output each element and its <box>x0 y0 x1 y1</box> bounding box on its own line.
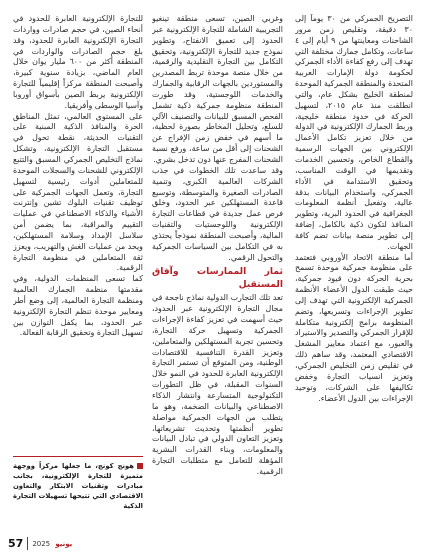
issue-month: يونيو <box>55 539 73 548</box>
column-body <box>13 14 143 450</box>
paragraph: التصريح الجمركي من ٣٠ يوماً إلى ٣٠ دقيقة، وتقليص زمن مرور الشاحنات ومعاينتها من ٩ أيام إلى ٤ ساعات، وتكامل جمارك مختلفة التي تهدف إلى رفع كفاءة الأداء الجمركي لحكومة دولة الإمارات العربية المتحدة والمنطقة الجمركية الموحدة لمنطقة الخليج بشكل عام، والتي انطلقت منذ عام ٢٠١٥، لتسهيل الحركة في حدود منطقة خليجية، وربط الجمارك الإلكترونية في الدولة من خلال تعزيز تكامل الأعمال الإلكتروني بين الجهات الرسمية والقطاع الخاص، وتحسين الخدمات وتقديمها في الوقت المناسب، وتحقيق الاستدامة في الأداء الجمركي، واستخدام البيانات بدقة عالية، وتفعيل أنظمة المعلومات الجغرافية في الحدود البرية، وتطوير المنافذ لتكون ذكية بالكامل، إضافة إلى تطوير منصة بيانات تضم كافة الجهات. <box>295 14 413 251</box>
side-note-text: هونج كونج، ما جعلها مركزاً ووجهة متميزة للتجارة الإلكترونية، بجانب مبادرات وتقنيات الابتكار والتعاون الاقتصادي التي تتيحها تسهيلات التجارة الذكية <box>13 462 143 510</box>
paragraph: أما منطقة الاتحاد الأوروبي فتعتمد على منظومة جمركية موحدة تسمح بحرية الحركة دون قيود جمركية، حيث طبقت الدول الأعضاء الأنظمة الجمركية الإلكترونية التي تهدف إلى تطوير الإجراءات وتسريعها، وتضم المنظومة برامج إلكترونية متكاملة للإقرار الجمركي والتصدير والاستيراد والعبور، مع اعتماد معايير المشغل الاقتصادي المعتمد، وقد ساهم ذلك في تقليص زمن التخليص الجمركي، وتعزيز انسياب التجارة وخفض تكاليفها على الشركات، وتوحيد الإجراءات بين الدول الأعضاء. <box>295 252 413 403</box>
footer-divider <box>27 537 28 550</box>
paragraph: على المستوى العالمي، تمثل المناطق الحرة والمنافذ الذكية المبنية على التقنيات الحديثة، نقطة تحول في مستقبل التجارة الإلكترونية، وتشكل نماذج التخليص الجمركي المسبق والتتبع الإلكتروني للشحنات والسجلات الموحدة للمتعاملين أدوات رئيسية لتسهيل التجارة، وتعمل الجهات الجمركية على توظيف تقنيات البلوك تشين وإنترنت الأشياء والذكاء الاصطناعي في عمليات التقييم والمراقبة، بما يضمن أمن سلاسل الإمداد وسلامة المستهلكين، ويحد من عمليات الغش والتهريب، ويعزز ثقة المتعاملين في منظومة التجارة الرقمية. <box>13 111 143 273</box>
bullet-square-icon <box>137 463 143 469</box>
side-note <box>13 461 143 511</box>
paragraph: كما تسعى المنظمات الدولية، وفي مقدمتها منظمة الجمارك العالمية ومنظمة التجارة العالمية، إلى وضع أطر ومعايير موحدة تنظم التجارة الإلكترونية عبر الحدود، بما يكفل التوازن بين تسهيل التجارة وتحقيق الرقابة الفعالة. <box>13 274 143 338</box>
issue-date <box>32 540 72 548</box>
note-divider <box>13 456 143 457</box>
article-column-right <box>295 14 413 529</box>
page-number: 57 <box>8 537 24 550</box>
issue-year: 2025 <box>32 539 51 548</box>
section-heading: ثمار الممارسات وآفاق المستقبل <box>152 266 283 291</box>
paragraph: وغربي الصين، تسعى منطقة تينغيو التجريبية الشاملة للتجارة الإلكترونية عبر الحدود إلى تعميق الانفتاح، وتطوير نموذج جديد للتجارة الإلكترونية، وتحقيق التكامل بين التجارة التقليدية والرقمية، من خلال منصة موحدة تربط المصدرين والمستوردين بالجهات الرقابية والجمارك والخدمات اللوجستية، وقد طورت المنطقة منظومة جمركية ذكية تشمل الفحص المسبق للبيانات والتصنيف الآلي للسلع، وتحليل المخاطر بصورة لحظية، ما أسهم في خفض زمن الإفراج عن الشحنات إلى أقل من ساعة، ورفع نسبة الشحنات المفرج عنها دون تدخل بشري. <box>152 14 283 164</box>
paragraph: وقد ساعدت تلك الخطوات في جذب الشركات العالمية الكبرى، وتنمية الصادرات الصغيرة والمتوسطة، وتوسيع قاعدة المستهلكين عبر الحدود، وخلق فرص عمل جديدة في قطاعات التجارة الإلكترونية واللوجستيات والتقنيات المالية، وأصبحت المنطقة نموذجاً يحتذى به في التكامل بين السياسات الجمركية والتحول الرقمي. <box>152 165 283 262</box>
paragraph: للتجارة الإلكترونية العابرة للحدود في أنحاء الصين، في حجم صادرات وواردات التجارة الإلكترونية العابرة للحدود، وقد بلغ حجم الصادرات والواردات في المنطقة أكثر من ٦٠٠ مليار يوان خلال العام الماضي، بزيادة سنوية كبيرة، وأصبحت المنطقة مركزاً إقليمياً للتجارة الإلكترونية يربط الصين بأسواق أوروبا وآسيا الوسطى وأفريقيا. <box>13 14 143 110</box>
article-column-left <box>13 14 143 529</box>
article-column-middle <box>152 14 283 529</box>
paragraph: تعد تلك التجارب الدولية نماذج ناجحة في مجال التجارة الإلكترونية عبر الحدود، حيث أسهمت في تعزيز كفاءة الإجراءات الجمركية وتسهيل حركة التجارة، وتحسين تجربة المستهلكين والمتعاملين، وتعزيز القدرة التنافسية للاقتصادات الوطنية، ومن المتوقع أن تستمر التجارة الإلكترونية العابرة للحدود في النمو خلال السنوات المقبلة، في ظل التطورات التكنولوجية المتسارعة وانتشار الذكاء الاصطناعي والبيانات الضخمة، وهو ما يتطلب من الجهات الجمركية مواصلة تطوير أنظمتها وتحديث تشريعاتها، وتعزيز التعاون الدولي في تبادل البيانات والمعلومات، وبناء القدرات البشرية المؤهلة للتعامل مع متطلبات التجارة الرقمية. <box>152 293 283 476</box>
page-footer <box>8 537 72 550</box>
